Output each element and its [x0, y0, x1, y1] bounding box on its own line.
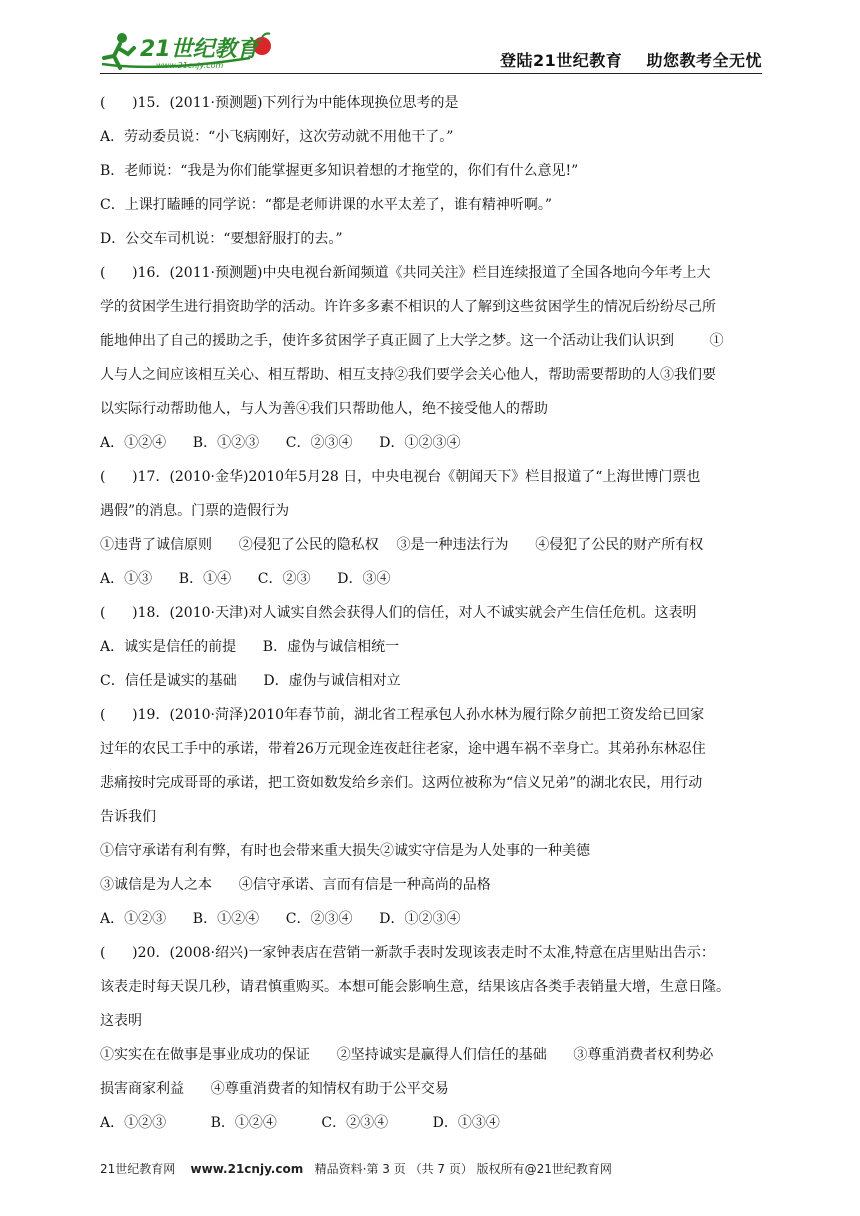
text-line: ( )17．(2010·金华)2010年5月28 日，中央电视台《朝闻天下》栏目报道了“上海世博门票也 [100, 469, 701, 485]
text-line: ( )18．(2010·天津)对人诚实自然会获得人们的信任，对人不诚实就会产生信任危机。这表明 [100, 605, 697, 621]
header-divider [100, 73, 762, 74]
text-line: A．①②③ B．①②④ C．②③④ D．①②③④ [100, 911, 461, 927]
text-line: 这表明 [100, 1013, 142, 1029]
text-line: 学的贫困学生进行捐资助学的活动。许许多多素不相识的人了解到这些贫困学生的情况后纷纷尽己所 [100, 299, 716, 315]
text-line: A．①②④ B．①②③ C．②③④ D．①②③④ [100, 435, 461, 451]
footer-url: www.21cnjy.com [190, 1162, 304, 1176]
text-line: 人与人之间应该相互关心、相互帮助、相互支持②我们要学会关心他人，帮助需要帮助的人③我们要 [100, 367, 716, 383]
text-line: 能地伸出了自己的援助之手，使许多贫困学子真正圆了上大学之梦。这一个活动让我们认识到 ① [100, 333, 724, 349]
text-line: 悲痛按时完成哥哥的承诺，把工资如数发给乡亲们。这两位被称为“信义兄弟”的湖北农民，用行动 [100, 775, 703, 791]
text-line: B．老师说：“我是为你们能掌握更多知识着想的才拖堂的，你们有什么意见!” [100, 163, 579, 179]
text-line: C．上课打瞌睡的同学说：“都是老师讲课的水平太差了，谁有精神听啊。” [100, 197, 553, 213]
text-line: ( )16．(2011·预测题)中央电视台新闻频道《共同关注》栏目连续报道了全国各地向今年考上大 [100, 265, 711, 281]
text-line: 以实际行动帮助他人，与人为善④我们只帮助他人，绝不接受他人的帮助 [100, 401, 548, 417]
page-footer [100, 1160, 612, 1177]
text-line: ( )19．(2010·菏泽)2010年春节前，湖北省工程承包人孙水林为履行除夕前把工资发给已回家 [100, 707, 705, 723]
text-line: A．①②③ B．①②④ C．②③④ D．①③④ [100, 1115, 500, 1131]
site-logo [100, 28, 280, 74]
text-line: 过年的农民工手中的承诺，带着26万元现金连夜赶往老家，途中遇车祸不幸身亡。其弟孙东林忍住 [100, 741, 706, 757]
text-line: D．公交车司机说：“要想舒服打的去。” [100, 231, 343, 247]
text-line: A．①③ B．①④ C．②③ D．③④ [100, 571, 391, 587]
text-line: ①实实在在做事是事业成功的保证 ②坚持诚实是赢得人们信任的基础 ③尊重消费者权利势必 [100, 1047, 714, 1063]
text-line: ( )20．(2008·绍兴)一家钟表店在营销一新款手表时发现该表走时不太准,特意在店里贴出告示： [100, 945, 715, 961]
logo-url-text: www.21cnjy.com [156, 61, 224, 70]
page-header [100, 28, 762, 74]
text-line: ①信守承诺有利有弊，有时也会带来重大损失②诚实守信是为人处事的一种美德 [100, 843, 590, 859]
footer-site: 21世纪教育网 [100, 1162, 176, 1176]
text-line: C．信任是诚实的基础 D．虚伪与诚信相对立 [100, 673, 401, 689]
logo-text: 21世纪教育 [140, 37, 259, 62]
question-content [100, 86, 765, 1140]
footer-text: 精品资料·第 3 页 （共 7 页） 版权所有@21世纪教育网 [314, 1162, 612, 1176]
text-line: A．劳动委员说：“小飞病刚好，这次劳动就不用他干了。” [100, 129, 454, 145]
text-line: ①违背了诚信原则 ②侵犯了公民的隐私权 ③是一种违法行为 ④侵犯了公民的财产所有权 [100, 537, 704, 553]
text-line: 遇假”的消息。门票的造假行为 [100, 503, 290, 519]
text-line: 告诉我们 [100, 809, 156, 825]
text-line: A．诚实是信任的前提 B．虚伪与诚信相统一 [100, 639, 400, 655]
runner-logo-icon [100, 28, 280, 74]
text-line: ( )15．(2011·预测题)下列行为中能体现换位思考的是 [100, 95, 459, 111]
text-line: 损害商家利益 ④尊重消费者的知情权有助于公平交易 [100, 1081, 449, 1097]
text-line: ③诚信是为人之本 ④信守承诺、言而有信是一种高尚的品格 [100, 877, 491, 893]
header-slogan: 登陆21世纪教育 助您教考全无忧 [499, 51, 762, 70]
text-line: 该表走时每天误几秒，请君慎重购买。本想可能会影响生意，结果该店各类手表销量大增，生意日隆。 [100, 979, 730, 995]
